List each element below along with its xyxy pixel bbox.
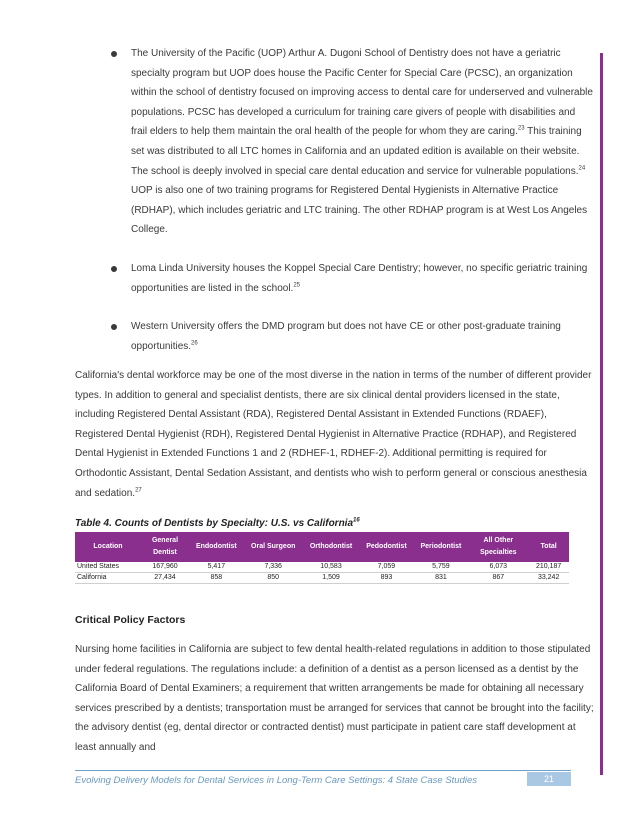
table-cell: 1,509	[303, 573, 360, 584]
bullet-dot-icon	[111, 266, 117, 272]
table-cell: 167,960	[141, 562, 189, 573]
workforce-paragraph	[75, 366, 594, 503]
paragraph-text: Nursing home facilities in California are subject to few dental health-related regulations in addition to those stipulated under federal regulations. The regulations include: a definition of a dentist as a person licensed as a dentist by the California Board of Dental Examiners; a requirement that written arrangements be made for obtaining all necessary services prescribed by a dentists; transportation must be arranged for services that cannot be brought into the facility; the advisory dentist (eg, dental director or contracted dentist) must participate in patient care staff development at least annually and	[75, 644, 594, 753]
table-cell: United States	[75, 562, 141, 573]
footnote-ref: 24	[578, 165, 586, 172]
table-cell: 867	[468, 573, 528, 584]
table-cell: 210,187	[528, 562, 569, 573]
bullet-text: UOP is also one of two training programs for Registered Dental Hygienists in Alternative Practice (RDHAP), which includes geriatric and LTC training. The other RDHAP program is at West Los Angeles College.	[131, 185, 588, 236]
table-row	[75, 562, 569, 573]
bullet-text: This training set was distributed to all LTC homes in California and an updated edition is available on their website. The school is deeply involved in special care dental education and service for vulnerable populations.	[131, 126, 582, 177]
table-cell: 6,073	[468, 562, 528, 573]
footnote-ref: 26	[191, 340, 198, 347]
bullet-text: Loma Linda University houses the Koppel Special Care Dentistry; however, no specific geriatric training opportunities are listed in the school.	[131, 262, 588, 294]
bullet-text: Western University offers the DMD program but does not have CE or other post-graduate training opportunities.	[131, 321, 561, 352]
bullet-dot-icon	[111, 324, 117, 330]
header-orthodontist: Orthodontist	[303, 532, 360, 562]
bullet-text: The University of the Pacific (UOP) Arthur A. Dugoni School of Dentistry does not have a geriatric specialty program but UOP does house the Pacific Center for Special Care (PCSC), an organization within the school of dentistry focused on improving access to dental care for underserved and vulnerable populations. PCSC has developed a curriculum for training care givers of people with disabilities and frail elders to help them maintain the oral health of the people for whom they are caring.	[131, 48, 593, 138]
footnote-ref: 16	[353, 517, 360, 524]
table-caption-text: Table 4. Counts of Dentists by Specialty: U.S. vs California	[75, 518, 354, 529]
table-cell: 7,059	[359, 562, 413, 573]
table-caption	[75, 518, 360, 529]
table-cell: 33,242	[528, 573, 569, 584]
table-cell: 5,759	[414, 562, 469, 573]
footnote-ref: 27	[135, 487, 142, 494]
header-total: Total	[528, 532, 569, 562]
header-all-other: All Other Specialties	[468, 532, 528, 562]
table-row	[75, 573, 569, 584]
footer-title: Evolving Delivery Models for Dental Services in Long-Term Care Settings: 4 State Case Studies	[75, 775, 478, 786]
bullet-item-western	[108, 317, 594, 356]
table-cell: 858	[189, 573, 244, 584]
dentist-counts-table	[75, 532, 569, 584]
header-pedodontist: Pedodontist	[359, 532, 413, 562]
table-cell: 831	[414, 573, 469, 584]
page-number-badge: 21	[527, 772, 571, 786]
paragraph-text: California's dental workforce may be one of the most diverse in the nation in terms of the number of different provider types. In addition to general and specialist dentists, there are six clinical dental providers licensed in the state, including Registered Dental Assistant (RDA), Registered Dental Assistant in Extended Functions (RDAEF), Registered Dental Hygienist (RDH), Registered Dental Hygienist in Alternative Practice (RDHAP), and Registered Dental Hygienist in Extended Functions 1 and 2 (RDHEF-1, RDHEF-2). Additional permitting is required for Orthodontic Assistant, Dental Sedation Assistant, and dentists who wish to perform general or conscious anesthesia and sedation.	[75, 370, 592, 499]
table-cell: 5,417	[189, 562, 244, 573]
section-heading: Critical Policy Factors	[75, 614, 186, 626]
bullet-dot-icon	[111, 51, 117, 57]
header-general-dentist: General Dentist	[141, 532, 189, 562]
header-periodontist: Periodontist	[414, 532, 469, 562]
policy-paragraph	[75, 640, 594, 758]
table-cell: 10,583	[303, 562, 360, 573]
bullet-list	[108, 44, 594, 356]
header-location: Location	[75, 532, 141, 562]
side-accent-bar	[600, 53, 603, 775]
table-cell: 850	[244, 573, 303, 584]
bullet-item-loma-linda	[108, 259, 594, 298]
header-endodontist: Endodontist	[189, 532, 244, 562]
bullet-item-uop	[108, 44, 594, 240]
footnote-ref: 23	[517, 126, 525, 133]
header-oral-surgeon: Oral Surgeon	[244, 532, 303, 562]
table-cell: 7,336	[244, 562, 303, 573]
footnote-ref: 25	[293, 282, 301, 289]
table-cell: 27,434	[141, 573, 189, 584]
table-cell: California	[75, 573, 141, 584]
table-cell: 893	[359, 573, 413, 584]
footer-divider	[75, 770, 571, 771]
table-header-row	[75, 532, 569, 562]
